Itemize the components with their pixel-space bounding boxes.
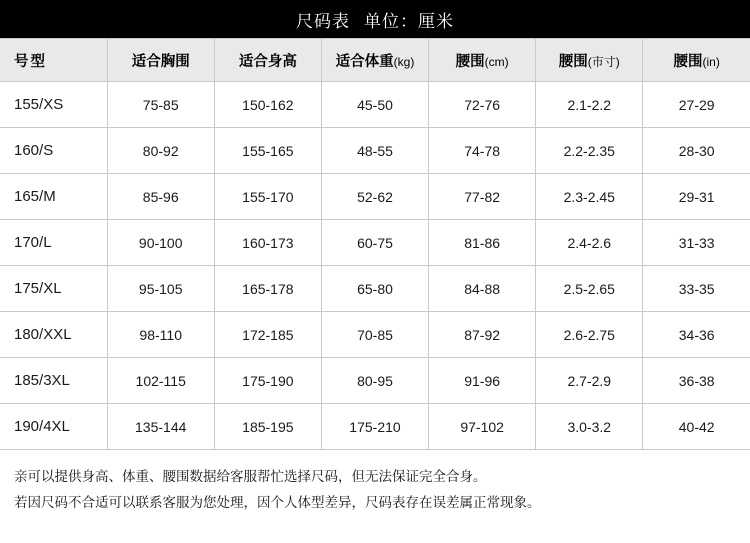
header-label: 腰围 [455, 53, 485, 70]
cell-model: 165/M [0, 174, 107, 220]
table-row [0, 220, 750, 266]
cell-waist-in: 29-31 [643, 174, 750, 220]
cell-waist-cm: 97-102 [429, 404, 536, 450]
header-label: 适合身高 [238, 53, 297, 70]
cell-waist-cun: 2.5-2.65 [536, 266, 643, 312]
cell-weight: 65-80 [321, 266, 428, 312]
cell-bust: 90-100 [107, 220, 214, 266]
header-label: 腰围 [673, 53, 703, 70]
header-cell-model [0, 39, 107, 82]
cell-waist-in: 40-42 [643, 404, 750, 450]
cell-weight: 175-210 [321, 404, 428, 450]
header-label: 适合胸围 [131, 53, 190, 70]
cell-height: 155-165 [214, 128, 321, 174]
cell-model: 185/3XL [0, 358, 107, 404]
table-row [0, 82, 750, 128]
cell-height: 150-162 [214, 82, 321, 128]
header-cell-waist-in [643, 39, 750, 82]
table-header-row [0, 39, 750, 82]
cell-height: 160-173 [214, 220, 321, 266]
cell-waist-cun: 3.0-3.2 [536, 404, 643, 450]
table-row [0, 266, 750, 312]
cell-height: 175-190 [214, 358, 321, 404]
cell-model: 170/L [0, 220, 107, 266]
cell-model: 160/S [0, 128, 107, 174]
table-row [0, 312, 750, 358]
cell-model: 155/XS [0, 82, 107, 128]
page-title: 尺码表 [296, 11, 350, 31]
cell-weight: 70-85 [321, 312, 428, 358]
cell-bust: 80-92 [107, 128, 214, 174]
header-cell-bust [107, 39, 214, 82]
header-unit: (kg) [393, 54, 415, 69]
cell-waist-cm: 91-96 [429, 358, 536, 404]
cell-waist-cm: 72-76 [429, 82, 536, 128]
cell-waist-in: 28-30 [643, 128, 750, 174]
cell-waist-in: 31-33 [643, 220, 750, 266]
header-cell-height [214, 39, 321, 82]
cell-height: 172-185 [214, 312, 321, 358]
cell-waist-in: 36-38 [643, 358, 750, 404]
cell-waist-cun: 2.1-2.2 [536, 82, 643, 128]
cell-bust: 98-110 [107, 312, 214, 358]
cell-waist-in: 34-36 [643, 312, 750, 358]
table-row [0, 128, 750, 174]
cell-waist-cun: 2.2-2.35 [536, 128, 643, 174]
cell-model: 180/XXL [0, 312, 107, 358]
cell-model: 190/4XL [0, 404, 107, 450]
cell-waist-in: 33-35 [643, 266, 750, 312]
header-unit: (in) [702, 54, 720, 69]
cell-height: 165-178 [214, 266, 321, 312]
cell-weight: 60-75 [321, 220, 428, 266]
cell-waist-cm: 77-82 [429, 174, 536, 220]
size-table [0, 38, 750, 450]
size-table-body [0, 39, 750, 450]
cell-waist-cun: 2.4-2.6 [536, 220, 643, 266]
cell-height: 185-195 [214, 404, 321, 450]
table-row [0, 358, 750, 404]
header-cell-weight [321, 39, 428, 82]
header-unit: (cm) [484, 54, 509, 69]
header-cell-waist-cm [429, 39, 536, 82]
cell-weight: 80-95 [321, 358, 428, 404]
header-unit: (市寸) [587, 54, 620, 69]
cell-waist-cun: 2.7-2.9 [536, 358, 643, 404]
cell-waist-cm: 81-86 [429, 220, 536, 266]
header-label: 腰围 [558, 53, 588, 70]
unit-label: 单位：厘米 [364, 11, 454, 31]
cell-weight: 52-62 [321, 174, 428, 220]
header-label: 号型 [14, 53, 47, 70]
cell-waist-cm: 84-88 [429, 266, 536, 312]
header-label: 适合体重 [335, 53, 394, 70]
table-row [0, 174, 750, 220]
title-bar [0, 0, 750, 38]
table-row [0, 404, 750, 450]
cell-waist-cm: 87-92 [429, 312, 536, 358]
note-line-1: 亲可以提供身高、体重、腰围数据给客服帮忙选择尺码，但无法保证完全合身。 [14, 469, 487, 484]
cell-model: 175/XL [0, 266, 107, 312]
header-cell-waist-cun [536, 39, 643, 82]
cell-bust: 95-105 [107, 266, 214, 312]
note-line-2: 若因尺码不合适可以联系客服为您处理，因个人体型差异，尺码表存在误差属正常现象。 [14, 495, 541, 510]
cell-bust: 135-144 [107, 404, 214, 450]
cell-weight: 48-55 [321, 128, 428, 174]
cell-waist-cm: 74-78 [429, 128, 536, 174]
cell-bust: 75-85 [107, 82, 214, 128]
cell-height: 155-170 [214, 174, 321, 220]
cell-waist-in: 27-29 [643, 82, 750, 128]
cell-bust: 85-96 [107, 174, 214, 220]
notes-section [0, 450, 750, 516]
cell-bust: 102-115 [107, 358, 214, 404]
cell-waist-cun: 2.3-2.45 [536, 174, 643, 220]
cell-weight: 45-50 [321, 82, 428, 128]
cell-waist-cun: 2.6-2.75 [536, 312, 643, 358]
